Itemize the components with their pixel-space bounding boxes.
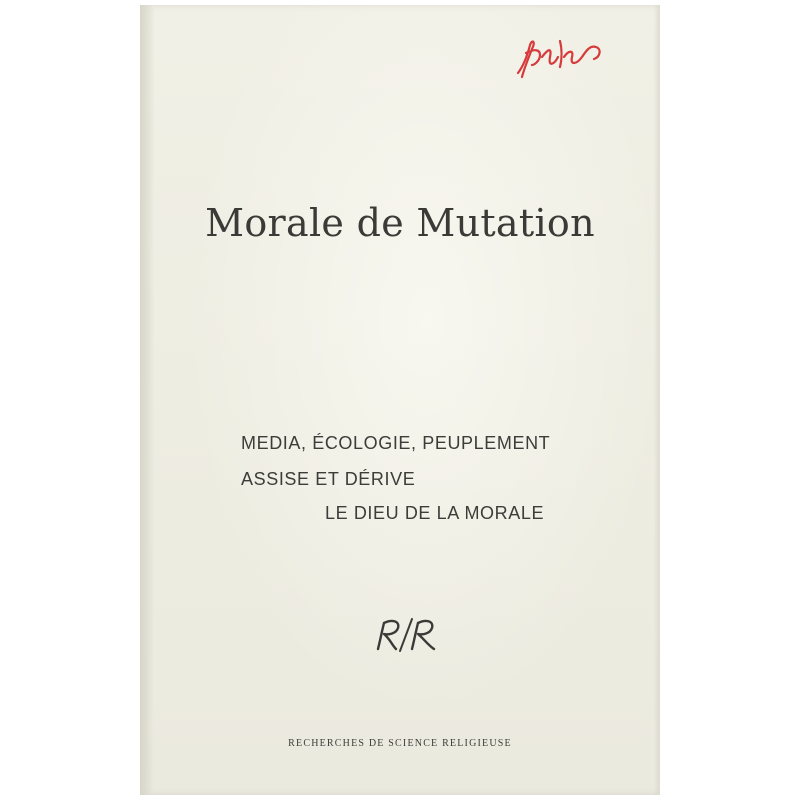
- publisher-logo: [372, 615, 444, 655]
- subtitle-line-2: ASSISE ET DÉRIVE: [241, 469, 416, 489]
- book-title: Morale de Mutation: [205, 201, 595, 245]
- page-edge: [654, 5, 660, 795]
- subtitle-line-1: MEDIA, ÉCOLOGIE, PEUPLEMENT: [241, 433, 551, 453]
- book-cover: [140, 5, 660, 795]
- publisher-name: RECHERCHES DE SCIENCE RELIGIEUSE: [288, 738, 512, 749]
- spine-edge: [140, 5, 154, 795]
- handwritten-signature: [510, 35, 610, 85]
- subtitle-line-3: LE DIEU DE LA MORALE: [325, 503, 545, 523]
